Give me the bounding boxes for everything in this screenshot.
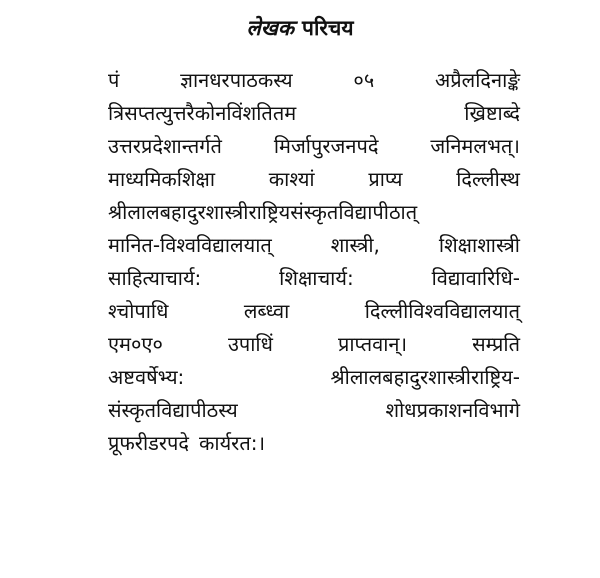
text-word: दिल्लीविश्वविद्यालयात् — [364, 299, 520, 323]
text-word: प्रूफरीडरपदे — [108, 431, 190, 455]
text-word: मिर्जापुरजनपदे — [273, 134, 379, 158]
text-word: साहित्याचार्य: — [108, 266, 202, 290]
text-line — [108, 229, 520, 262]
text-line — [108, 427, 520, 460]
text-line — [108, 328, 520, 361]
text-line — [108, 295, 520, 328]
text-word: प्राप्तवान्। — [337, 332, 408, 356]
text-word: श्चोपाधि — [108, 299, 169, 323]
text-word: विद्यावारिधि- — [431, 266, 520, 290]
text-word: श्रीलालबहादुरशास्त्रीराष्ट्रिय- — [330, 365, 520, 389]
text-word: शिक्षाचार्य: — [279, 266, 354, 290]
text-word: शास्त्री, — [330, 233, 380, 257]
text-word: संस्कृतविद्यापीठस्य — [108, 398, 238, 422]
text-line — [108, 64, 520, 97]
text-word: शोधप्रकाशनविभागे — [385, 398, 520, 422]
text-word: प्राप्य — [368, 167, 403, 191]
text-word: उपाधिं — [227, 332, 273, 356]
text-word: जनिमलभत्। — [430, 134, 520, 158]
text-word: एम०ए० — [108, 332, 163, 356]
text-word: त्रिसप्तत्युत्तरैकोनविंशतितम — [108, 101, 297, 125]
heading-word-lekhak: लेखक — [246, 16, 295, 40]
text-word: ज्ञानधरपाठकस्य — [180, 68, 293, 92]
page-heading — [0, 14, 600, 42]
text-word: कार्यरत:। — [199, 431, 266, 455]
text-line — [108, 394, 520, 427]
text-word: शिक्षाशास्त्री — [438, 233, 520, 257]
text-line — [108, 196, 520, 229]
text-word: दिल्लीस्थ — [456, 167, 520, 191]
text-word: ख्रिष्टाब्दे — [464, 101, 520, 125]
text-line — [108, 361, 520, 394]
text-word: ०५ — [353, 68, 375, 92]
text-line — [108, 130, 520, 163]
text-word: काश्यां — [268, 167, 315, 191]
text-word: उत्तरप्रदेशान्तर्गते — [108, 134, 222, 158]
heading-word-parichay: परिचय — [302, 16, 354, 40]
text-line — [108, 97, 520, 130]
text-line — [108, 163, 520, 196]
text-word: लब्ध्वा — [243, 299, 290, 323]
text-word: मानित-विश्वविद्यालयात् — [108, 233, 272, 257]
text-line — [108, 262, 520, 295]
author-bio-paragraph — [108, 64, 520, 460]
text-word: अप्रैलदिनाङ्के — [435, 68, 520, 92]
text-word: पं — [108, 68, 120, 92]
text-word: अष्टवर्षेभ्य: — [108, 365, 185, 389]
text-word: माध्यमिकशिक्षा — [108, 167, 216, 191]
text-word: श्रीलालबहादुरशास्त्रीराष्ट्रियसंस्कृतविद्यापीठात् — [108, 200, 418, 224]
text-word: सम्प्रति — [472, 332, 520, 356]
